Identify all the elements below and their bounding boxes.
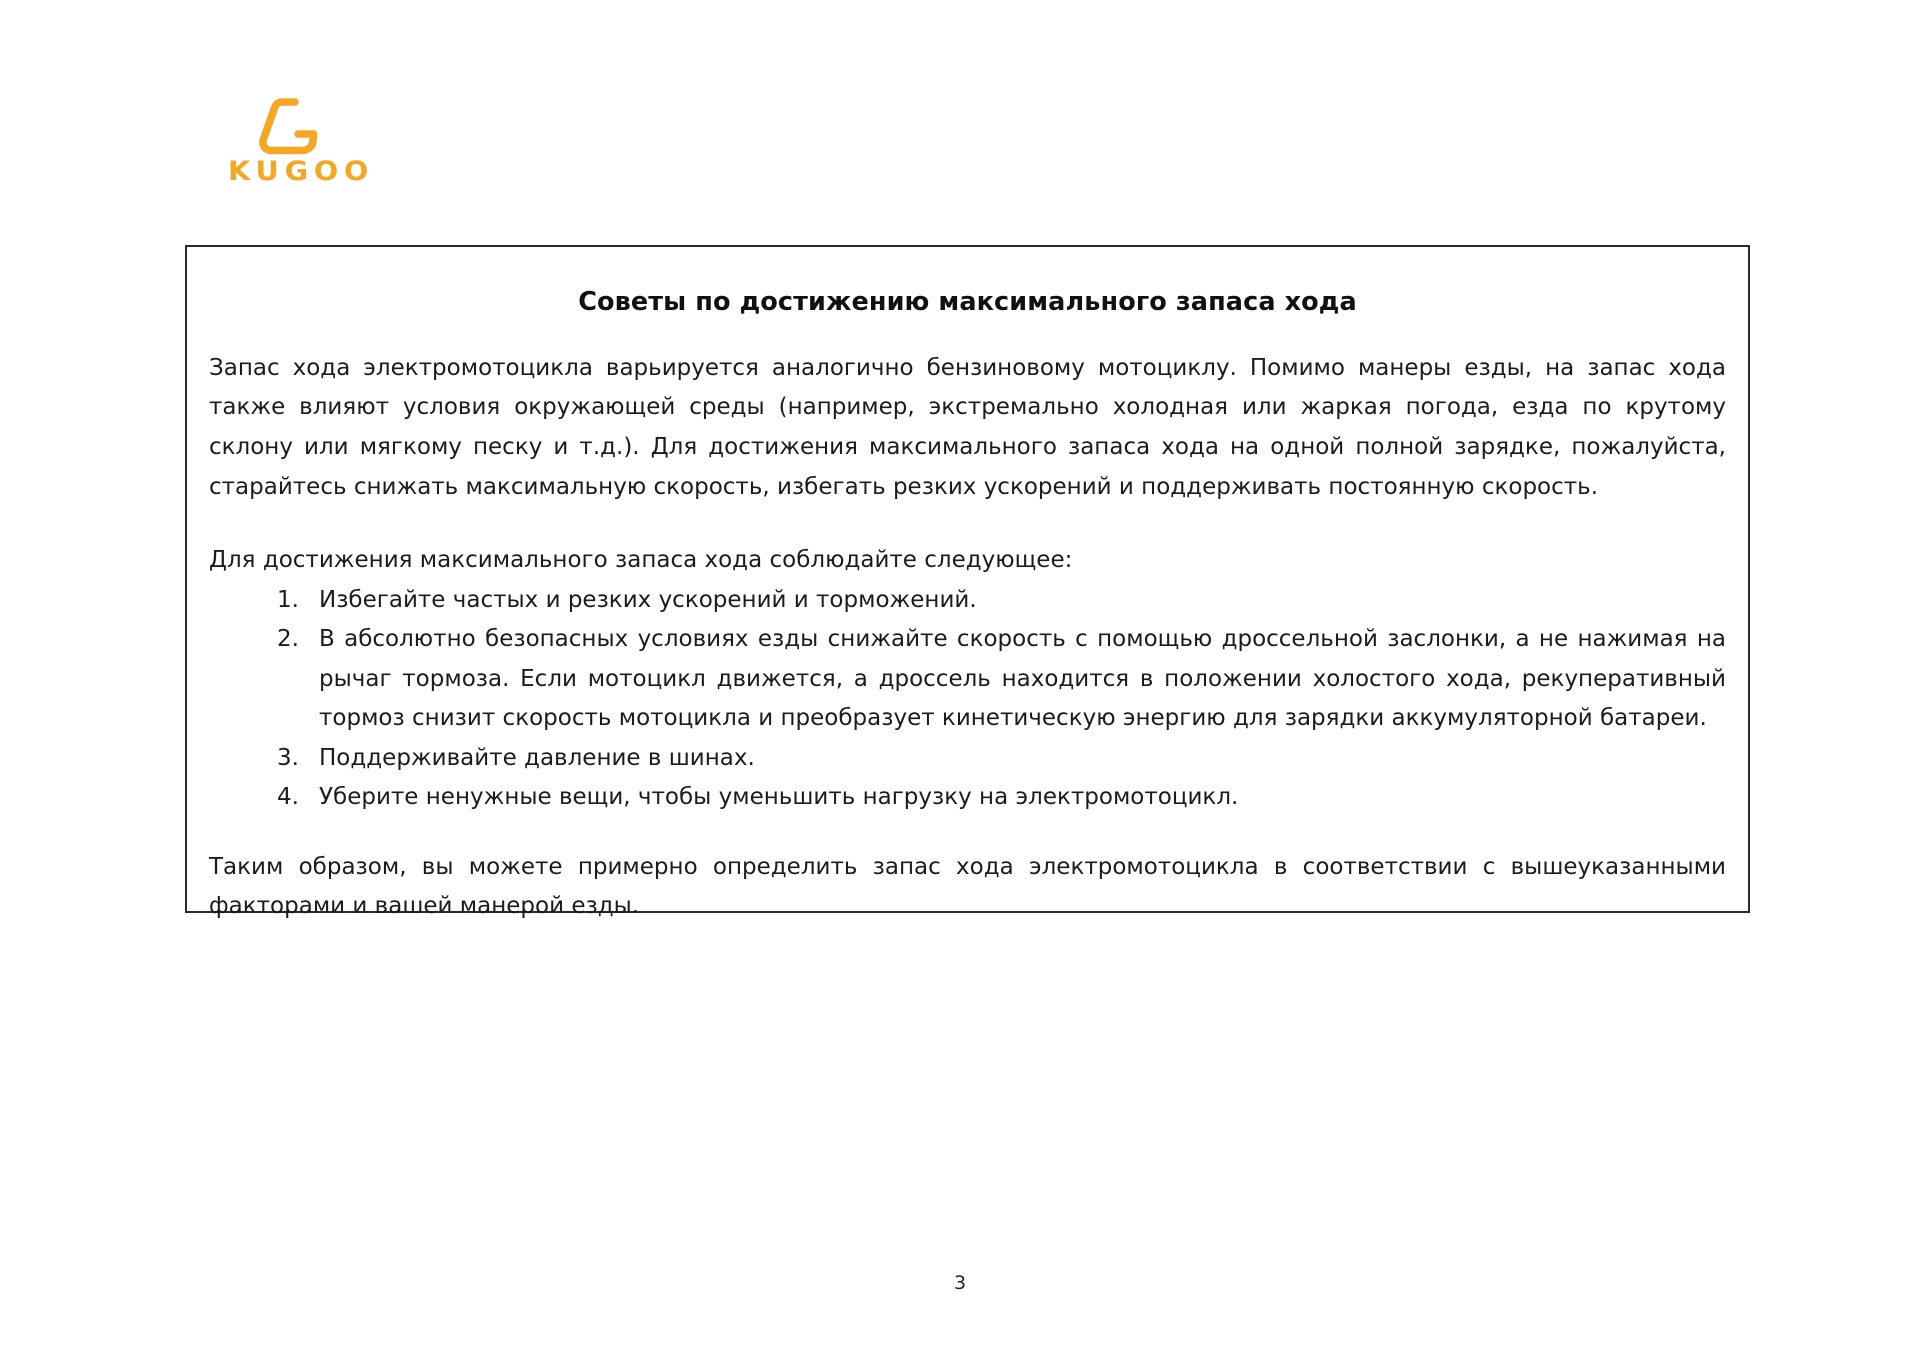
- kugoo-wordmark: KUGOO: [228, 156, 375, 187]
- list-item: В абсолютно безопасных условиях езды снижайте скорость с помощью дроссельной заслонки, а не нажимая на рычаг тормоза. Если мотоцикл движется, а дроссель находится в положении холостого хода, рекуперативный тормоз снизит скорость мотоцикла и преобразует кинетическую энергию для зарядки аккумуляторной батареи.: [319, 626, 1726, 732]
- tips-content-box: [185, 245, 1750, 920]
- kugoo-logo: [228, 96, 375, 187]
- page-number: 3: [953, 1272, 967, 1294]
- list-item: Уберите ненужные вещи, чтобы уменьшить нагрузку на электромотоцикл.: [319, 784, 1239, 811]
- closing-paragraph: Таким образом, вы можете примерно определить запас хода электромотоцикла в соответствии с вышеуказанными факторами и вашей манерой езды.: [209, 853, 1726, 920]
- list-item: Поддерживайте давление в шинах.: [319, 744, 755, 771]
- intro-paragraph: Запас хода электромотоцикла варьируется аналогично бензиновому мотоциклу. Помимо манеры езды, на запас хода также влияют условия окружающей среды (например, экстремально холодная или жаркая погода, езда по крутому склону или мягкому песку и т.д.). Для достижения максимального запаса хода на одной полной зарядке, пожалуйста, старайтесь снижать максимальную скорость, избегать резких ускорений и поддерживать постоянную скорость.: [209, 354, 1726, 500]
- kugoo-scooter-g-icon: [246, 96, 330, 158]
- tips-list: [209, 581, 1726, 818]
- paragraph-spacer: [209, 507, 1726, 541]
- list-item: Избегайте частых и резких ускорений и торможений.: [319, 586, 977, 613]
- list-lead-in-text: Для достижения максимального запаса хода соблюдайте следующее:: [209, 547, 1073, 574]
- page-title: Советы по достижению максимального запаса хода: [578, 287, 1357, 317]
- paragraph-spacer: [209, 818, 1726, 848]
